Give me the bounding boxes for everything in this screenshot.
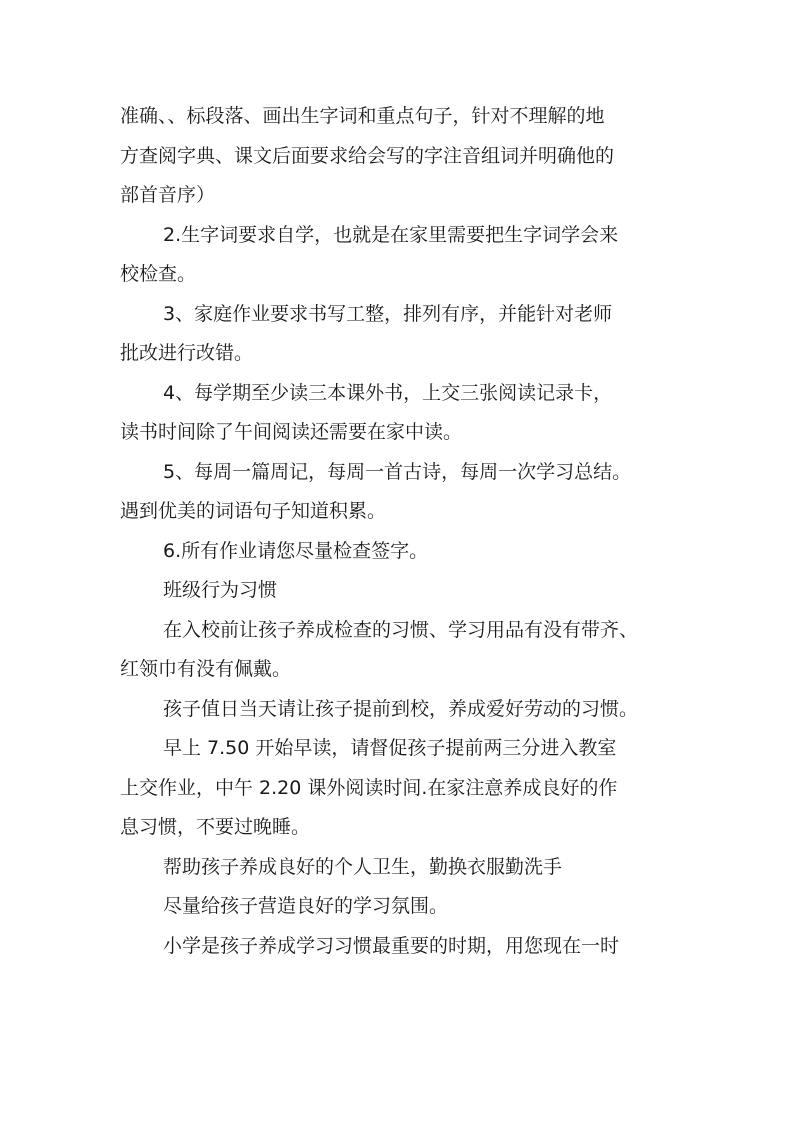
text-line: 部首音序） — [120, 184, 216, 206]
text-line: 5、每周一篇周记，每周一首古诗，每周一次学习总结。 — [163, 460, 632, 483]
text-line: 小学是孩子养成学习习惯最重要的时期，用您现在一时 — [163, 934, 620, 957]
text-line: 校检查。 — [120, 263, 197, 285]
text-line: 上交作业，中午 2.20 课外阅读时间.在家注意养成良好的作 — [120, 776, 618, 799]
text-line: 帮助孩子养成良好的个人卫生，勤换衣服勤洗手 — [163, 855, 563, 878]
text-line: 孩子值日当天请让孩子提前到校，养成爱好劳动的习惯。 — [163, 697, 639, 720]
text-line: 红领巾有没有佩戴。 — [120, 658, 292, 680]
text-line: 准确、、标段落、画出生字词和重点句子，针对不理解的地 — [120, 105, 605, 127]
text-line: 4、每学期至少读三本课外书，上交三张阅读记录卡， — [163, 381, 613, 404]
text-line: 尽量给孩子营造良好的学习氛围。 — [163, 895, 449, 917]
text-line: 2.生字词要求自学，也就是在家里需要把生字词学会来 — [163, 223, 619, 246]
section-heading: 班级行为习惯 — [163, 579, 278, 601]
text-line: 读书时间除了午间阅读还需要在家中读。 — [120, 421, 463, 443]
text-line: 息习惯，不要过晚睡。 — [120, 816, 311, 838]
text-line: 早上 7.50 开始早读，请督促孩子提前两三分进入教室 — [163, 737, 617, 759]
text-line: 批改进行改错。 — [120, 342, 254, 364]
text-line: 遇到优美的词语句子知道积累。 — [120, 500, 387, 522]
text-line: 3、家庭作业要求书写工整，排列有序，并能针对老师 — [163, 302, 613, 325]
text-line: 方查阅字典、课文后面要求给会写的字注音组词并明确他的 — [120, 144, 615, 167]
document-body — [120, 97, 700, 966]
text-line: 在入校前让孩子养成检查的习惯、学习用品有没有带齐、 — [163, 618, 639, 641]
text-line: 6.所有作业请您尽量检查签字。 — [163, 539, 429, 562]
